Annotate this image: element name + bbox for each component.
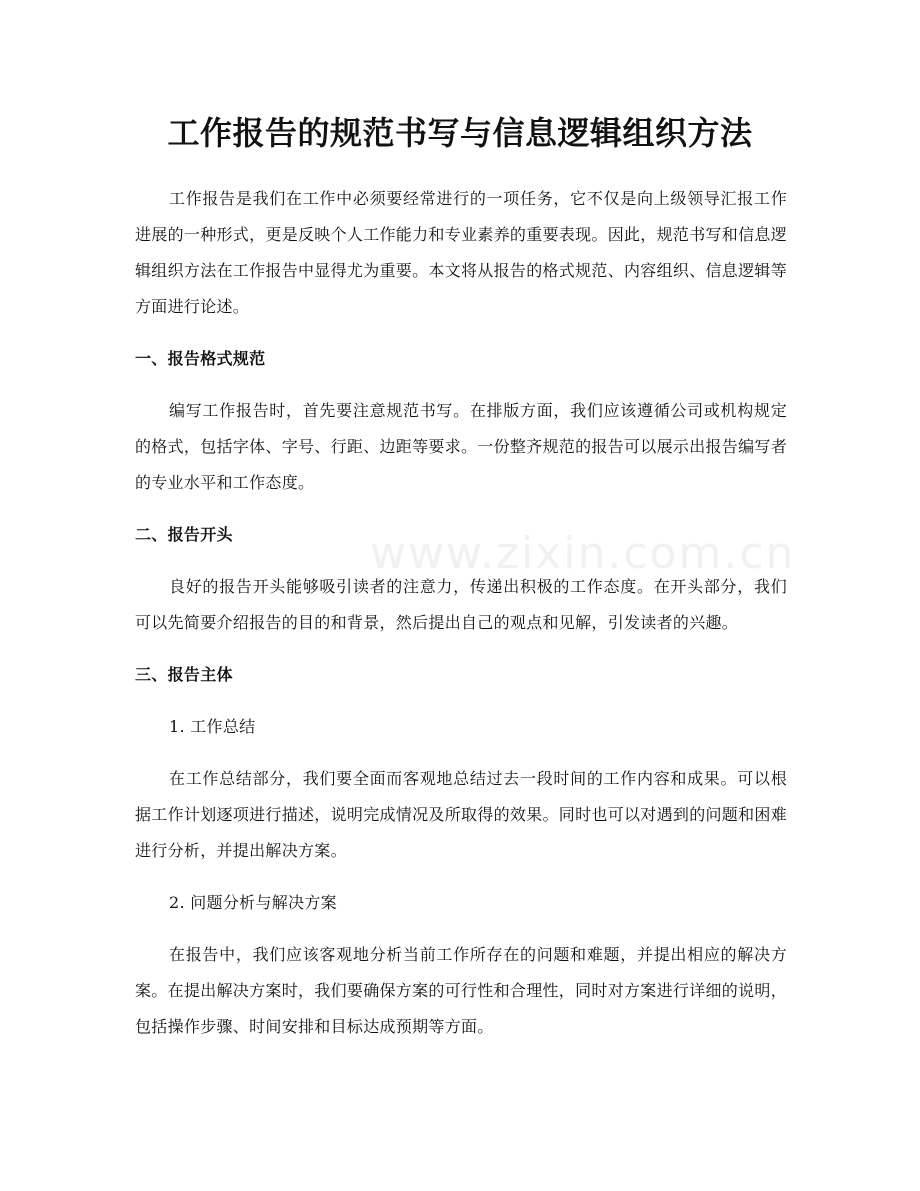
- subsection-2-heading: 2. 问题分析与解决方案: [169, 893, 337, 912]
- subsection-1-paragraph: 在工作总结部分，我们要全面而客观地总结过去一段时间的工作内容和成果。可以根据工作计划逐项进行描述，说明完成情况及所取得的效果。同时也可以对遇到的问题和困难进行分析，并提出解决方案。: [135, 769, 788, 860]
- intro-paragraph: 工作报告是我们在工作中必须要经常进行的一项任务，它不仅是向上级领导汇报工作进展的一种形式，更是反映个人工作能力和专业素养的重要表现。因此，规范书写和信息逻辑组织方法在工作报告中显得尤为重要。本文将从报告的格式规范、内容组织、信息逻辑等方面进行论述。: [135, 189, 788, 316]
- document-title: 工作报告的规范书写与信息逻辑组织方法: [167, 114, 753, 152]
- section-3-heading: 三、报告主体: [135, 665, 233, 684]
- watermark: www.zixin.com.cn: [370, 528, 796, 579]
- document-body: [135, 181, 787, 1045]
- section-2-paragraph: 良好的报告开头能够吸引读者的注意力，传递出积极的工作态度。在开头部分，我们可以先简要介绍报告的目的和背景，然后提出自己的观点和见解，引发读者的兴趣。: [135, 577, 787, 632]
- section-1-paragraph: 编写工作报告时，首先要注意规范书写。在排版方面，我们应该遵循公司或机构规定的格式，包括字体、字号、行距、边距等要求。一份整齐规范的报告可以展示出报告编写者的专业水平和工作态度。: [135, 401, 788, 492]
- subsection-1-heading: 1. 工作总结: [169, 717, 256, 736]
- subsection-2-paragraph: 在报告中，我们应该客观地分析当前工作所存在的问题和难题，并提出相应的解决方案。在提出解决方案时，我们要确保方案的可行性和合理性，同时对方案进行详细的说明，包括操作步骤、时间安排和目标达成预期等方面。: [135, 945, 788, 1036]
- section-2-heading: 二、报告开头: [135, 525, 233, 544]
- section-1-heading: 一、报告格式规范: [135, 349, 266, 368]
